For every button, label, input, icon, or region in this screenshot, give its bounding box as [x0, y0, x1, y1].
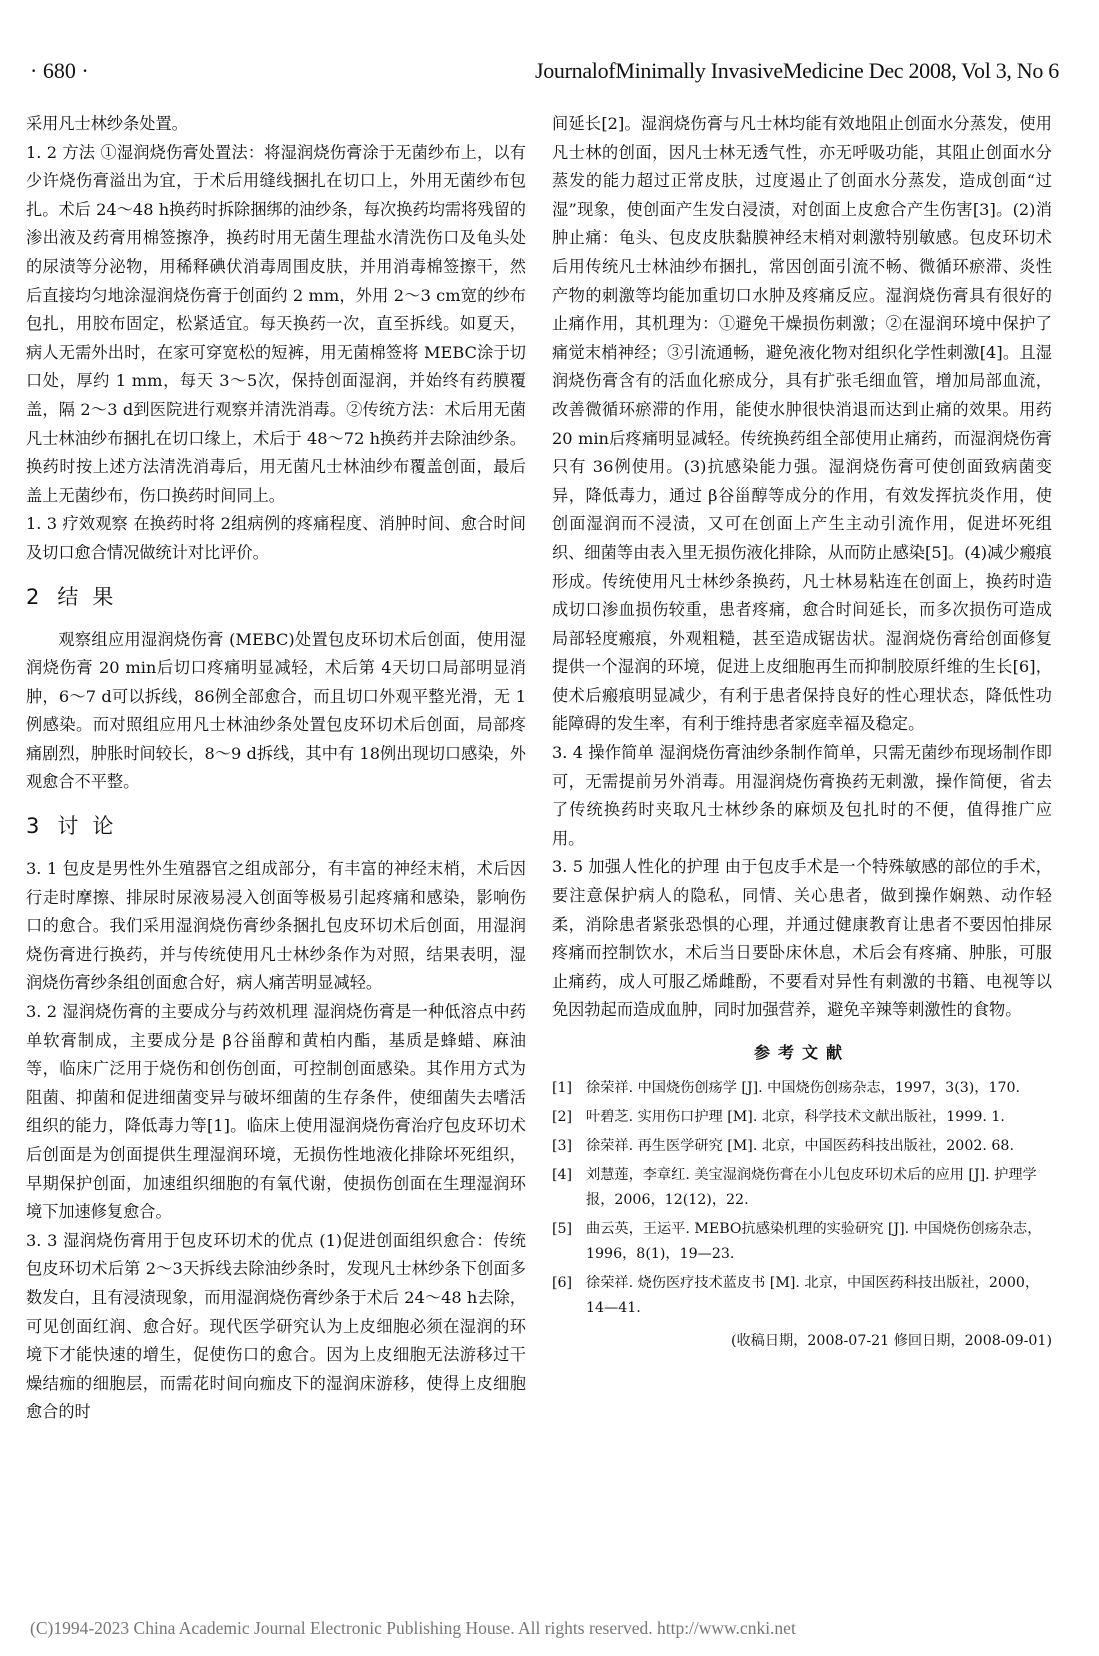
right-column [552, 110, 1052, 1355]
reference-item [552, 1163, 1052, 1213]
reference-text: 刘慧莲，李章红. 美宝湿润烧伤膏在小儿包皮环切术后的应用 [J]. 护理学报，2006，12(12)，22. [586, 1166, 1037, 1208]
paragraph-discussion-continued: 间延长[2]。湿润烧伤膏与凡士林均能有效地阻止创面水分蒸发，使用凡士林的创面，因凡士林无透气性，亦无呼吸功能，其阻止创面水分蒸发的能力超过正常皮肤，过度遏止了创面水分蒸发，造成创面“过湿”现象，使创面产生发白浸渍，对创面上皮愈合产生伤害[3]。(2)消肿止痛：龟头、包皮皮肤黏膜神经末梢对刺激特别敏感。包皮环切术后用传统凡士林油纱布捆扎，常因创面引流不畅、微循环瘀滞、炎性产物的刺激等均能加重切口水肿及疼痛反应。湿润烧伤膏具有很好的止痛作用，其机理为：①避免干燥损伤刺激；②在湿润环境中保护了痛觉末梢神经；③引流通畅，避免液化物对组织化学性刺激[4]。且湿润烧伤膏含有的活血化瘀成分，具有扩张毛细血管，增加局部血流，改善微循环瘀滞的作用，能使水肿很快消退而达到止痛的效果。用药 20 min后疼痛明显减轻。传统换药组全部使用止痛药，而湿润烧伤膏只有 36例使用。(3)抗感染能力强。湿润烧伤膏可使创面致病菌变异，降低毒力，通过 β谷甾醇等成分的作用，有效发挥抗炎作用，使创面湿润而不浸渍，又可在创面上产生主动引流作用，促进坏死组织、细菌等由表入里无损伤液化排除，从而防止感染[5]。(4)减少瘢痕形成。传统使用凡士林纱条换药，凡士林易粘连在创面上，换药时造成切口渗血损伤较重，患者疼痛，愈合时间延长，而多次损伤可造成局部轻度瘢痕，外观粗糙，甚至造成锯齿状。湿润烧伤膏给创面修复提供一个湿润的环境，促进上皮细胞再生而抑制胶原纤维的生长[6]，使术后瘢痕明显减少，有利于患者保持良好的性心理状态，降低性功能障碍的发生率，有利于维持患者家庭幸福及稳定。 [552, 114, 1052, 734]
section-title: 结果 [57, 584, 128, 609]
reference-text: 曲云英，王运平. MEBO抗感染机理的实验研究 [J]. 中国烧伤创疡杂志，1996，8(1)，19—23. [586, 1220, 1042, 1262]
reference-number: [3] [552, 1137, 573, 1154]
copyright-footer: (C)1994-2023 China Academic Journal Electronic Publishing House. All rights reserved. http://www.cnki.net [30, 1618, 796, 1638]
reference-item [552, 1217, 1052, 1267]
reference-item [552, 1105, 1052, 1130]
page-header [30, 58, 1059, 88]
left-column [26, 110, 526, 1427]
reference-number: [4] [552, 1166, 573, 1183]
reference-item [552, 1134, 1052, 1159]
references-heading: 参考文献 [753, 1043, 850, 1062]
reference-number: [1] [552, 1079, 573, 1096]
section-heading-discussion [26, 811, 526, 841]
paragraph: 采用凡士林纱条处置。 [26, 114, 188, 133]
journal-citation: JournalofMinimally InvasiveMedicine Dec 2008, Vol 3, No 6 [534, 58, 1059, 83]
paragraph-discussion-3-3: 3. 3 湿润烧伤膏用于包皮环切术的优点 (1)促进创面组织愈合：传统包皮环切术后第 2～3天拆线去除油纱条时，发现凡士林纱条下创面多数发白，且有浸渍现象，而用湿润烧伤膏纱条于术后 24～48 h去除，可见创面红润、愈合好。现代医学研究认为上皮细胞必须在湿润的环境下才能快速的增生，促使伤口的愈合。因为上皮细胞无法游移过干燥结痂的细胞层，而需花时间向痂皮下的湿润床游移，使得上皮细胞愈合的时 [26, 1230, 526, 1422]
section-number: 2 [26, 584, 40, 609]
reference-text: 徐荣祥. 烧伤医疗技术蓝皮书 [M]. 北京，中国医药科技出版社，2000，14—41. [586, 1274, 1040, 1316]
paragraph-discussion-3-2: 3. 2 湿润烧伤膏的主要成分与药效机理 湿润烧伤膏是一种低溶点中药单软膏制成，主要成分是 β谷甾醇和黄柏内酯，基质是蜂蜡、麻油等，临床广泛用于烧伤和创伤创面，可控制创面感染。其作用方式为阻菌、抑菌和促进细菌变异与破坏细菌的生存条件，使细菌失去嗜活组织的能力，降低毒力等[1]。临床上使用湿润烧伤膏治疗包皮环切术后创面是为创面提供生理湿润环境，无损伤性地液化排除坏死组织，早期保护创面，加速组织细胞的有氧代谢，使损伤创面在生理湿润环境下加速修复愈合。 [26, 1002, 526, 1222]
reference-number: [6] [552, 1274, 573, 1291]
section-title: 讨论 [57, 814, 128, 839]
paragraph-discussion-3-1: 3. 1 包皮是男性外生殖器官之组成部分，有丰富的神经末梢，术后因行走时摩擦、排尿时尿液易浸入创面等极易引起疼痛和感染，影响伤口的愈合。我们采用湿润烧伤膏纱条捆扎包皮环切术后创面，用湿润烧伤膏进行换药，并与传统使用凡士林纱条作为对照，结果表明，湿润烧伤膏纱条组创面愈合好，病人痛苦明显减轻。 [26, 859, 526, 993]
reference-number: [5] [552, 1220, 573, 1237]
paragraph-discussion-3-5: 3. 5 加强人性化的护理 由于包皮手术是一个特殊敏感的部位的手术，要注意保护病人的隐私，同情、关心患者，做到操作娴熟、动作轻柔，消除患者紧张恐惧的心理，并通过健康教育让患者不要因怕排尿疼痛而控制饮水，术后当日要卧床休息，术后会有疼痛、肿胀，可服止痛药，成人可服乙烯雌酚，不要看对异性有刺激的书籍、电视等以免因勃起而造成血肿，同时加强营养，避免辛辣等刺激性的食物。 [552, 857, 1052, 1020]
paragraph-discussion-3-4: 3. 4 操作简单 湿润烧伤膏油纱条制作简单，只需无菌纱布现场制作即可，无需提前另外消毒。用湿润烧伤膏换药无刺激，操作简便，省去了传统换药时夹取凡士林纱条的麻烦及包扎时的不便，值得推广应用。 [552, 743, 1052, 848]
reference-item [552, 1271, 1052, 1321]
paragraph-methods: 1. 2 方法 ①湿润烧伤膏处置法：将湿润烧伤膏涂于无菌纱布上，以有少许烧伤膏溢出为宜，于术后用缝线捆扎在切口上，外用无菌纱布包扎。术后 24～48 h换药时拆除捆绑的油纱条，每次换药均需将残留的渗出液及药膏用棉签擦净，换药时用无菌生理盐水清洗伤口及龟头处的尿渍等分泌物，用稀释碘伏消毒周围皮肤，并用消毒棉签擦干，然后直接均匀地涂湿润烧伤膏于创面约 2 mm，外用 2～3 cm宽的纱布包扎，用胶布固定，松紧适宜。每天换药一次，直至拆线。如夏天，病人无需外出时，在家可穿宽松的短裤，用无菌棉签将 MEBC涂于切口处，厚约 1 mm，每天 3～5次，保持创面湿润，并始终有药膜覆盖，隔 2～3 d到医院进行观察并清洗消毒。②传统方法：术后用无菌凡士林油纱布捆扎在切口缘上，术后于 48～72 h换药并去除油纱条。换药时按上述方法清洗消毒后，用无菌凡士林油纱布覆盖创面，最后盖上无菌纱布，伤口换药时间同上。 [26, 142, 526, 505]
section-number: 3 [26, 814, 40, 839]
section-heading-results [26, 582, 526, 612]
received-revised-dates: (收稿日期，2008-07-21 修回日期，2008-09-01) [730, 1332, 1052, 1349]
references-list [552, 1076, 1052, 1321]
reference-text: 徐荣祥. 中国烧伤创疡学 [J]. 中国烧伤创疡杂志，1997，3(3)，170. [586, 1079, 1021, 1096]
reference-text: 徐荣祥. 再生医学研究 [M]. 北京，中国医药科技出版社，2002. 68. [586, 1137, 1014, 1154]
reference-text: 叶碧芝. 实用伤口护理 [M]. 北京，科学技术文献出版社，1999. 1. [586, 1108, 1005, 1125]
reference-number: [2] [552, 1108, 573, 1125]
paragraph-results: 观察组应用湿润烧伤膏 (MEBC)处置包皮环切术后创面，使用湿润烧伤膏 20 min后切口疼痛明显减轻，术后第 4天切口局部明显消肿，6～7 d可以拆线，86例全部愈合，而且切口外观平整光滑，无 1例感染。而对照组应用凡士林油纱条处置包皮环切术后创面，局部疼痛剧烈，肿胀时间较长，8～9 d拆线，其中有 18例出现切口感染，外观愈合不平整。 [26, 629, 526, 792]
paragraph-efficacy-observation: 1. 3 疗效观察 在换药时将 2组病例的疼痛程度、消肿时间、愈合时间及切口愈合情况做统计对比评价。 [26, 514, 526, 562]
page-number: · 680 · [30, 58, 89, 83]
reference-item [552, 1076, 1052, 1101]
